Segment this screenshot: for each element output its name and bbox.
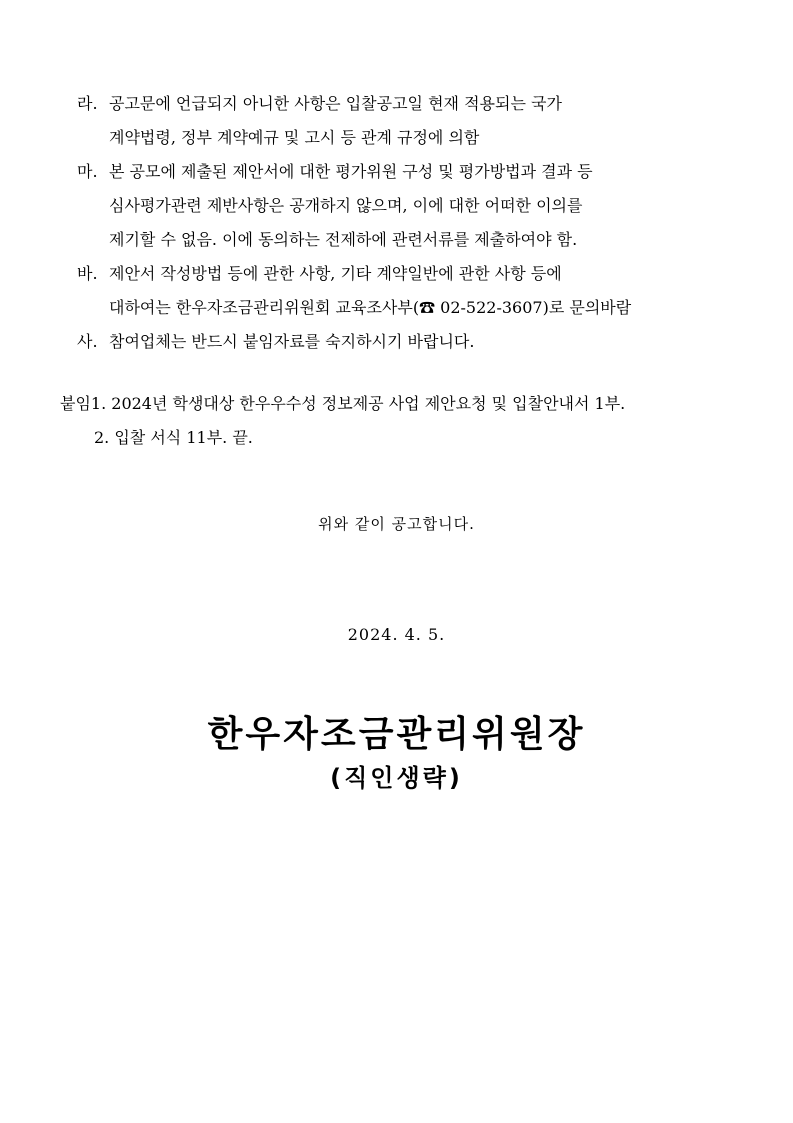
closing-statement: 위와 같이 공고합니다.: [318, 515, 475, 533]
item-text-line: 제안서 작성방법 등에 관한 사항, 기타 계약일반에 관한 사항 등에: [109, 264, 562, 283]
item-text-line: 본 공모에 제출된 제안서에 대한 평가위원 구성 및 평가방법과 결과 등: [109, 162, 593, 181]
notice-date: 2024. 4. 5.: [347, 625, 446, 644]
item-text-line: 계약법령, 정부 계약예규 및 고시 등 관계 규정에 의함: [109, 128, 480, 147]
item-text-line: 대하여는 한우자조금관리위원회 교육조사부(☎ 02-522-3607)로 문의바람: [109, 298, 632, 317]
item-text-line: 참여업체는 반드시 붙임자료를 숙지하시기 바랍니다.: [109, 332, 475, 351]
notice-item-ba: [77, 257, 707, 325]
issuer-title: 한우자조금관리위원장: [207, 714, 586, 755]
seal-omitted-note: (직인생략): [330, 764, 463, 792]
attachment-line-1: 붙임1. 2024년 학생대상 한우우수성 정보제공 사업 제안요청 및 입찰안내서 1부.: [60, 394, 626, 413]
notice-item-ma: [77, 155, 707, 257]
item-text-line: 제기할 수 없음. 이에 동의하는 전제하에 관련서류를 제출하여야 함.: [109, 230, 578, 249]
item-text-line: 심사평가관련 제반사항은 공개하지 않으며, 이에 대한 어떠한 이의를: [109, 196, 583, 215]
item-marker: 라.: [77, 94, 98, 113]
attachment-line-2: 2. 입찰 서식 11부. 끝.: [94, 428, 253, 447]
notice-item-ra: [77, 87, 707, 155]
item-marker: 바.: [77, 264, 98, 283]
item-marker: 마.: [77, 162, 98, 181]
item-marker: 사.: [77, 332, 98, 351]
attachments: [60, 387, 625, 455]
item-text-line: 공고문에 언급되지 아니한 사항은 입찰공고일 현재 적용되는 국가: [109, 94, 562, 113]
notice-item-sa: [77, 325, 707, 359]
